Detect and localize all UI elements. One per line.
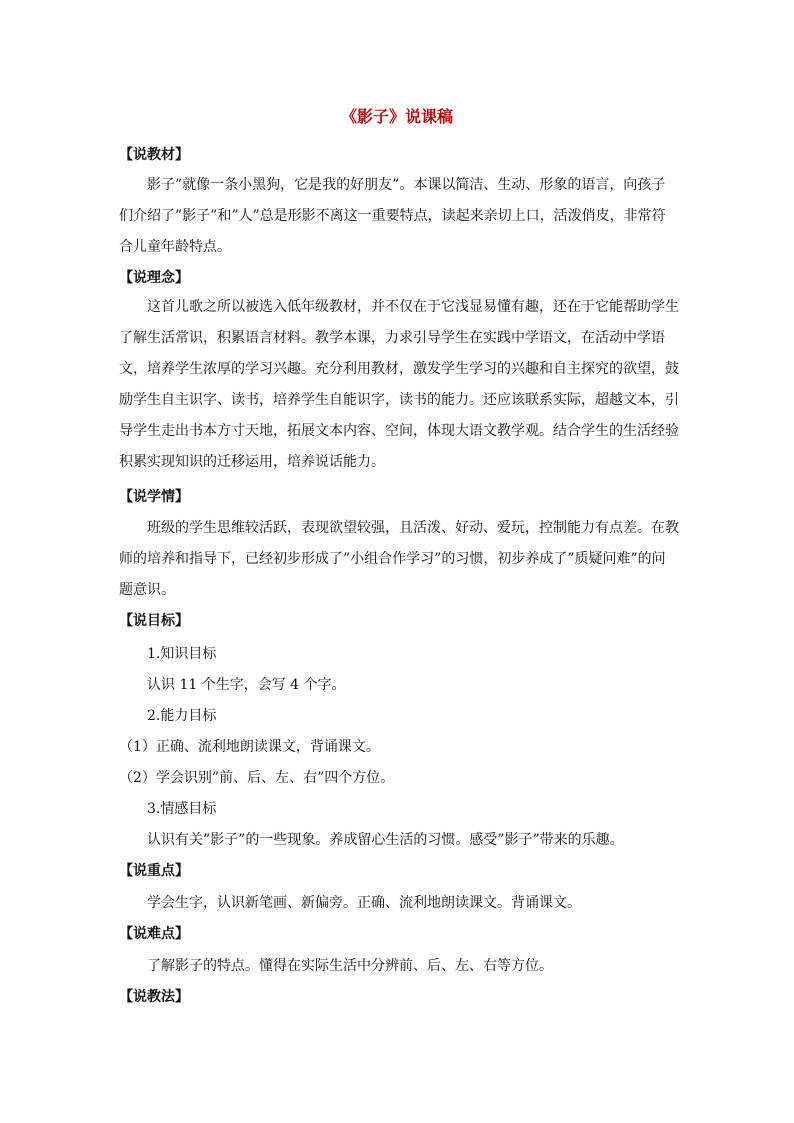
goal-knowledge-text: 认识 11 个生字，会写 4 个字。 [147,677,346,693]
paragraph-students: 班级的学生思维较活跃，表现欲望较强，且活泼、好动、爱玩，控制能力有点差。在教师的培养和指导下，已经初步形成了”小组合作学习”的习惯，初步养成了”质疑问难”的问题意识。 [119,520,679,598]
goal-knowledge-title: 1.知识目标 [147,646,217,662]
goal-ability-item-1: （1）正确、流利地朗读课文，背诵课文。 [119,739,380,755]
heading-keypoints: 【说重点】 [119,863,189,879]
goal-emotion-text: 认识有关”影子”的一些现象。养成留心生活的习惯。感受”影子”带来的乐趣。 [147,832,624,848]
goal-emotion-title: 3.情感目标 [147,801,217,817]
goal-ability-item-2: （2）学会识别”前、后、左、右”四个方位。 [119,770,395,786]
heading-goals: 【说目标】 [119,613,189,629]
paragraph-concept: 这首儿歌之所以被选入低年级教材，并不仅在于它浅显易懂有趣，还在于它能帮助学生了解生活常识，积累语言材料。教学本课，力求引导学生在实践中学语文，在活动中学语文，培养学生浓厚的学习兴趣。充分利用教材，激发学生学习的兴趣和自主探究的欲望，鼓励学生自主识字、读书，培养学生自能识字，读书的能力。还应该联系实际，超越文本，引导学生走出书本方寸天地，拓展文本内容、空间，体现大语文教学观。结合学生的生活经验积累实现知识的迁移运用，培养说话能力。 [119,299,679,470]
heading-difficulties: 【说难点】 [119,926,189,942]
heading-methods: 【说教法】 [119,989,189,1005]
paragraph-textbook: 影子”就像一条小黑狗，它是我的好朋友”。本课以简洁、生动、形象的语言，向孩子们介绍了”影子”和”人”总是形影不离这一重要特点，读起来亲切上口，活泼俏皮，非常符合儿童年龄特点。 [119,177,666,255]
paragraph-difficulties: 了解影子的特点。懂得在实际生活中分辨前、后、左、右等方位。 [147,958,553,974]
goal-ability-title: 2.能力目标 [147,708,217,724]
heading-textbook: 【说教材】 [119,147,189,163]
document-title: 《影子》说课稿 [340,107,453,126]
paragraph-keypoints: 学会生字，认识新笔画、新偏旁。正确、流利地朗读课文。背诵课文。 [147,895,581,911]
heading-students: 【说学情】 [119,489,189,505]
heading-concept: 【说理念】 [119,270,189,286]
